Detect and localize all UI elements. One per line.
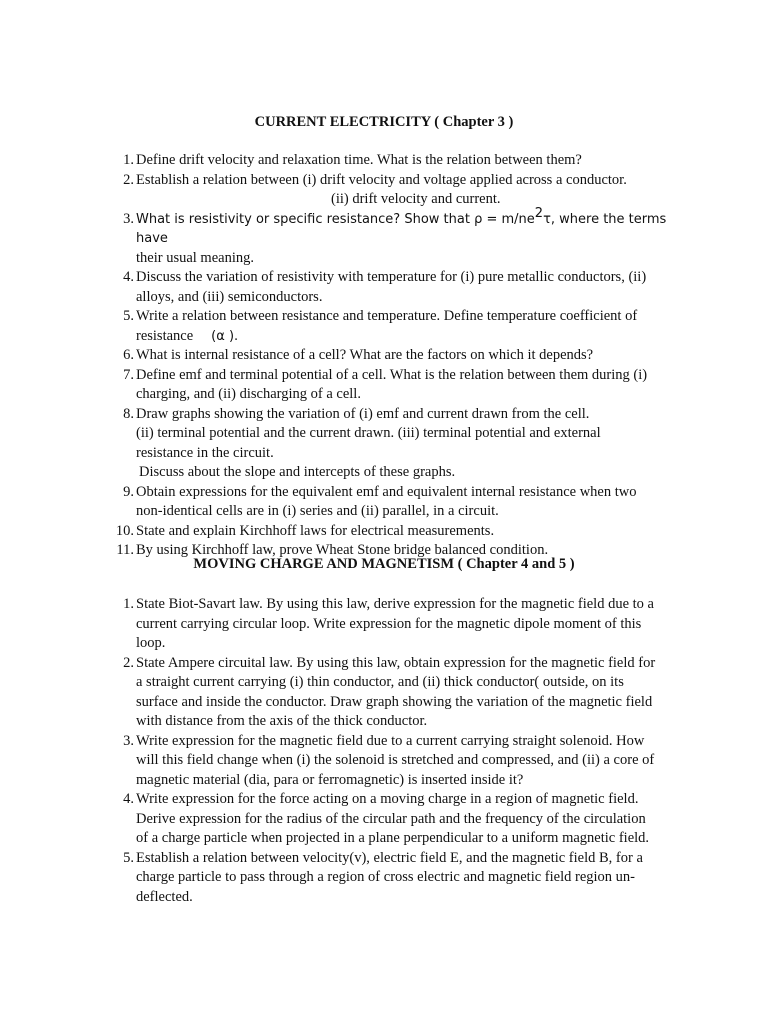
question-list-current-electricity <box>0 151 768 561</box>
question-item <box>0 151 768 171</box>
question-text: Derive expression for the radius of the circular path and the frequency of the circulation <box>136 810 646 827</box>
question-text: (ii) drift velocity and current. <box>331 191 501 207</box>
question-item <box>0 732 768 791</box>
question-text: Write expression for the magnetic field due to a current carrying straight solenoid. How <box>136 732 645 749</box>
question-number: 4. <box>123 791 134 807</box>
question-text: charging, and (ii) discharging of a cell. <box>136 386 361 402</box>
question-text: State Biot-Savart law. By using this law, derive expression for the magnetic field due to a <box>136 596 654 612</box>
section-title-current-electricity: CURRENT ELECTRICITY ( Chapter 3 ) <box>254 114 514 130</box>
question-text: Define drift velocity and relaxation time. What is the relation between them? <box>136 152 582 168</box>
question-number: 10. <box>115 522 134 539</box>
question-text: Write a relation between resistance and temperature. Define temperature coefficient of <box>136 308 638 324</box>
question-item <box>0 346 768 366</box>
question-text: of a charge particle when projected in a plane perpendicular to a uniform magnetic field. <box>136 830 650 846</box>
question-text: deflected. <box>136 888 193 905</box>
question-number: 1. <box>123 152 134 168</box>
question-number: 1. <box>123 596 134 612</box>
question-text: State and explain Kirchhoff laws for electrical measurements. <box>136 522 495 539</box>
question-text: Establish a relation between velocity(v), electric field E, and the magnetic field B, for a <box>136 849 643 866</box>
question-text: non-identical cells are in (i) series and (ii) parallel, in a circuit. <box>136 503 499 519</box>
question-item <box>0 205 768 269</box>
question-text: State Ampere circuital law. By using this law, obtain expression for the magnetic field for <box>136 654 656 671</box>
question-item <box>0 268 768 307</box>
question-text: resistance <box>136 327 194 344</box>
superscript-exponent: 2 <box>534 205 544 221</box>
question-text: (ii) terminal potential and the current drawn. (iii) terminal potential and external <box>136 425 601 441</box>
question-number: 5. <box>123 849 134 866</box>
question-text: Establish a relation between (i) drift velocity and voltage applied across a conductor. <box>136 171 627 188</box>
section-title-moving-charge-magnetism: MOVING CHARGE AND MAGNETISM ( Chapter 4 and 5 ) <box>193 556 575 572</box>
question-text: Discuss about the slope and intercepts of these graphs. <box>139 464 456 480</box>
question-text: What is internal resistance of a cell? What are the factors on which it depends? <box>136 347 594 363</box>
question-item <box>0 654 768 732</box>
question-text-line <box>136 327 676 347</box>
question-text: By using Kirchhoff law, prove Wheat Stone bridge balanced condition. <box>136 542 549 558</box>
question-text: their usual meaning. <box>136 249 254 266</box>
question-number: 3. <box>123 732 134 749</box>
question-number: 2. <box>123 171 134 188</box>
question-item <box>0 307 768 346</box>
question-item <box>0 522 768 542</box>
question-text: resistance in the circuit. <box>136 444 274 461</box>
question-number: 9. <box>123 483 134 500</box>
question-number: 4. <box>123 269 134 285</box>
question-text: Define emf and terminal potential of a cell. What is the relation between them during (i) <box>136 366 648 383</box>
question-text: Draw graphs showing the variation of (i) emf and current drawn from the cell. <box>136 405 590 422</box>
alpha-symbol: (α ). <box>211 328 239 344</box>
question-item <box>0 595 768 654</box>
question-text: alloys, and (iii) semiconductors. <box>136 288 323 305</box>
question-text: magnetic material (dia, para or ferromagnetic) is inserted inside it? <box>136 771 524 788</box>
question-text: will this field change when (i) the solenoid is stretched and compressed, and (ii) a core of <box>136 752 655 768</box>
question-text: a straight current carrying (i) thin conductor, and (ii) thick conductor( outside, on its <box>136 674 624 690</box>
question-number: 8. <box>123 405 134 422</box>
question-text: Obtain expressions for the equivalent emf and equivalent internal resistance when two <box>136 483 637 500</box>
question-text: What is resistivity or specific resistance? Show that ρ = m/ne <box>136 211 535 227</box>
question-item <box>0 790 768 849</box>
question-text: loop. <box>136 635 166 651</box>
question-number: 2. <box>123 654 134 671</box>
question-text: τ, where the terms have <box>136 211 671 246</box>
question-number: 3. <box>123 210 134 227</box>
question-text: with distance from the axis of the thick conductor. <box>136 713 428 729</box>
question-item <box>0 366 768 405</box>
question-text: current carrying circular loop. Write expression for the magnetic dipole moment of this <box>136 615 642 632</box>
question-text: Discuss the variation of resistivity with temperature for (i) pure metallic conductors, (ii) <box>136 269 647 285</box>
question-item <box>0 849 768 908</box>
question-item <box>0 171 768 210</box>
question-number: 7. <box>123 366 134 383</box>
question-text: charge particle to pass through a region of cross electric and magnetic field region un- <box>136 869 635 885</box>
question-number: 11. <box>116 542 134 558</box>
question-text-line <box>136 205 676 249</box>
question-number: 6. <box>123 347 134 363</box>
question-text: Write expression for the force acting on a moving charge in a region of magnetic field. <box>136 791 639 807</box>
question-list-moving-charge-magnetism <box>0 595 768 907</box>
question-item <box>0 483 768 522</box>
question-text: surface and inside the conductor. Draw graph showing the variation of the magnetic field <box>136 693 653 710</box>
question-number: 5. <box>123 308 134 324</box>
question-item <box>0 405 768 483</box>
